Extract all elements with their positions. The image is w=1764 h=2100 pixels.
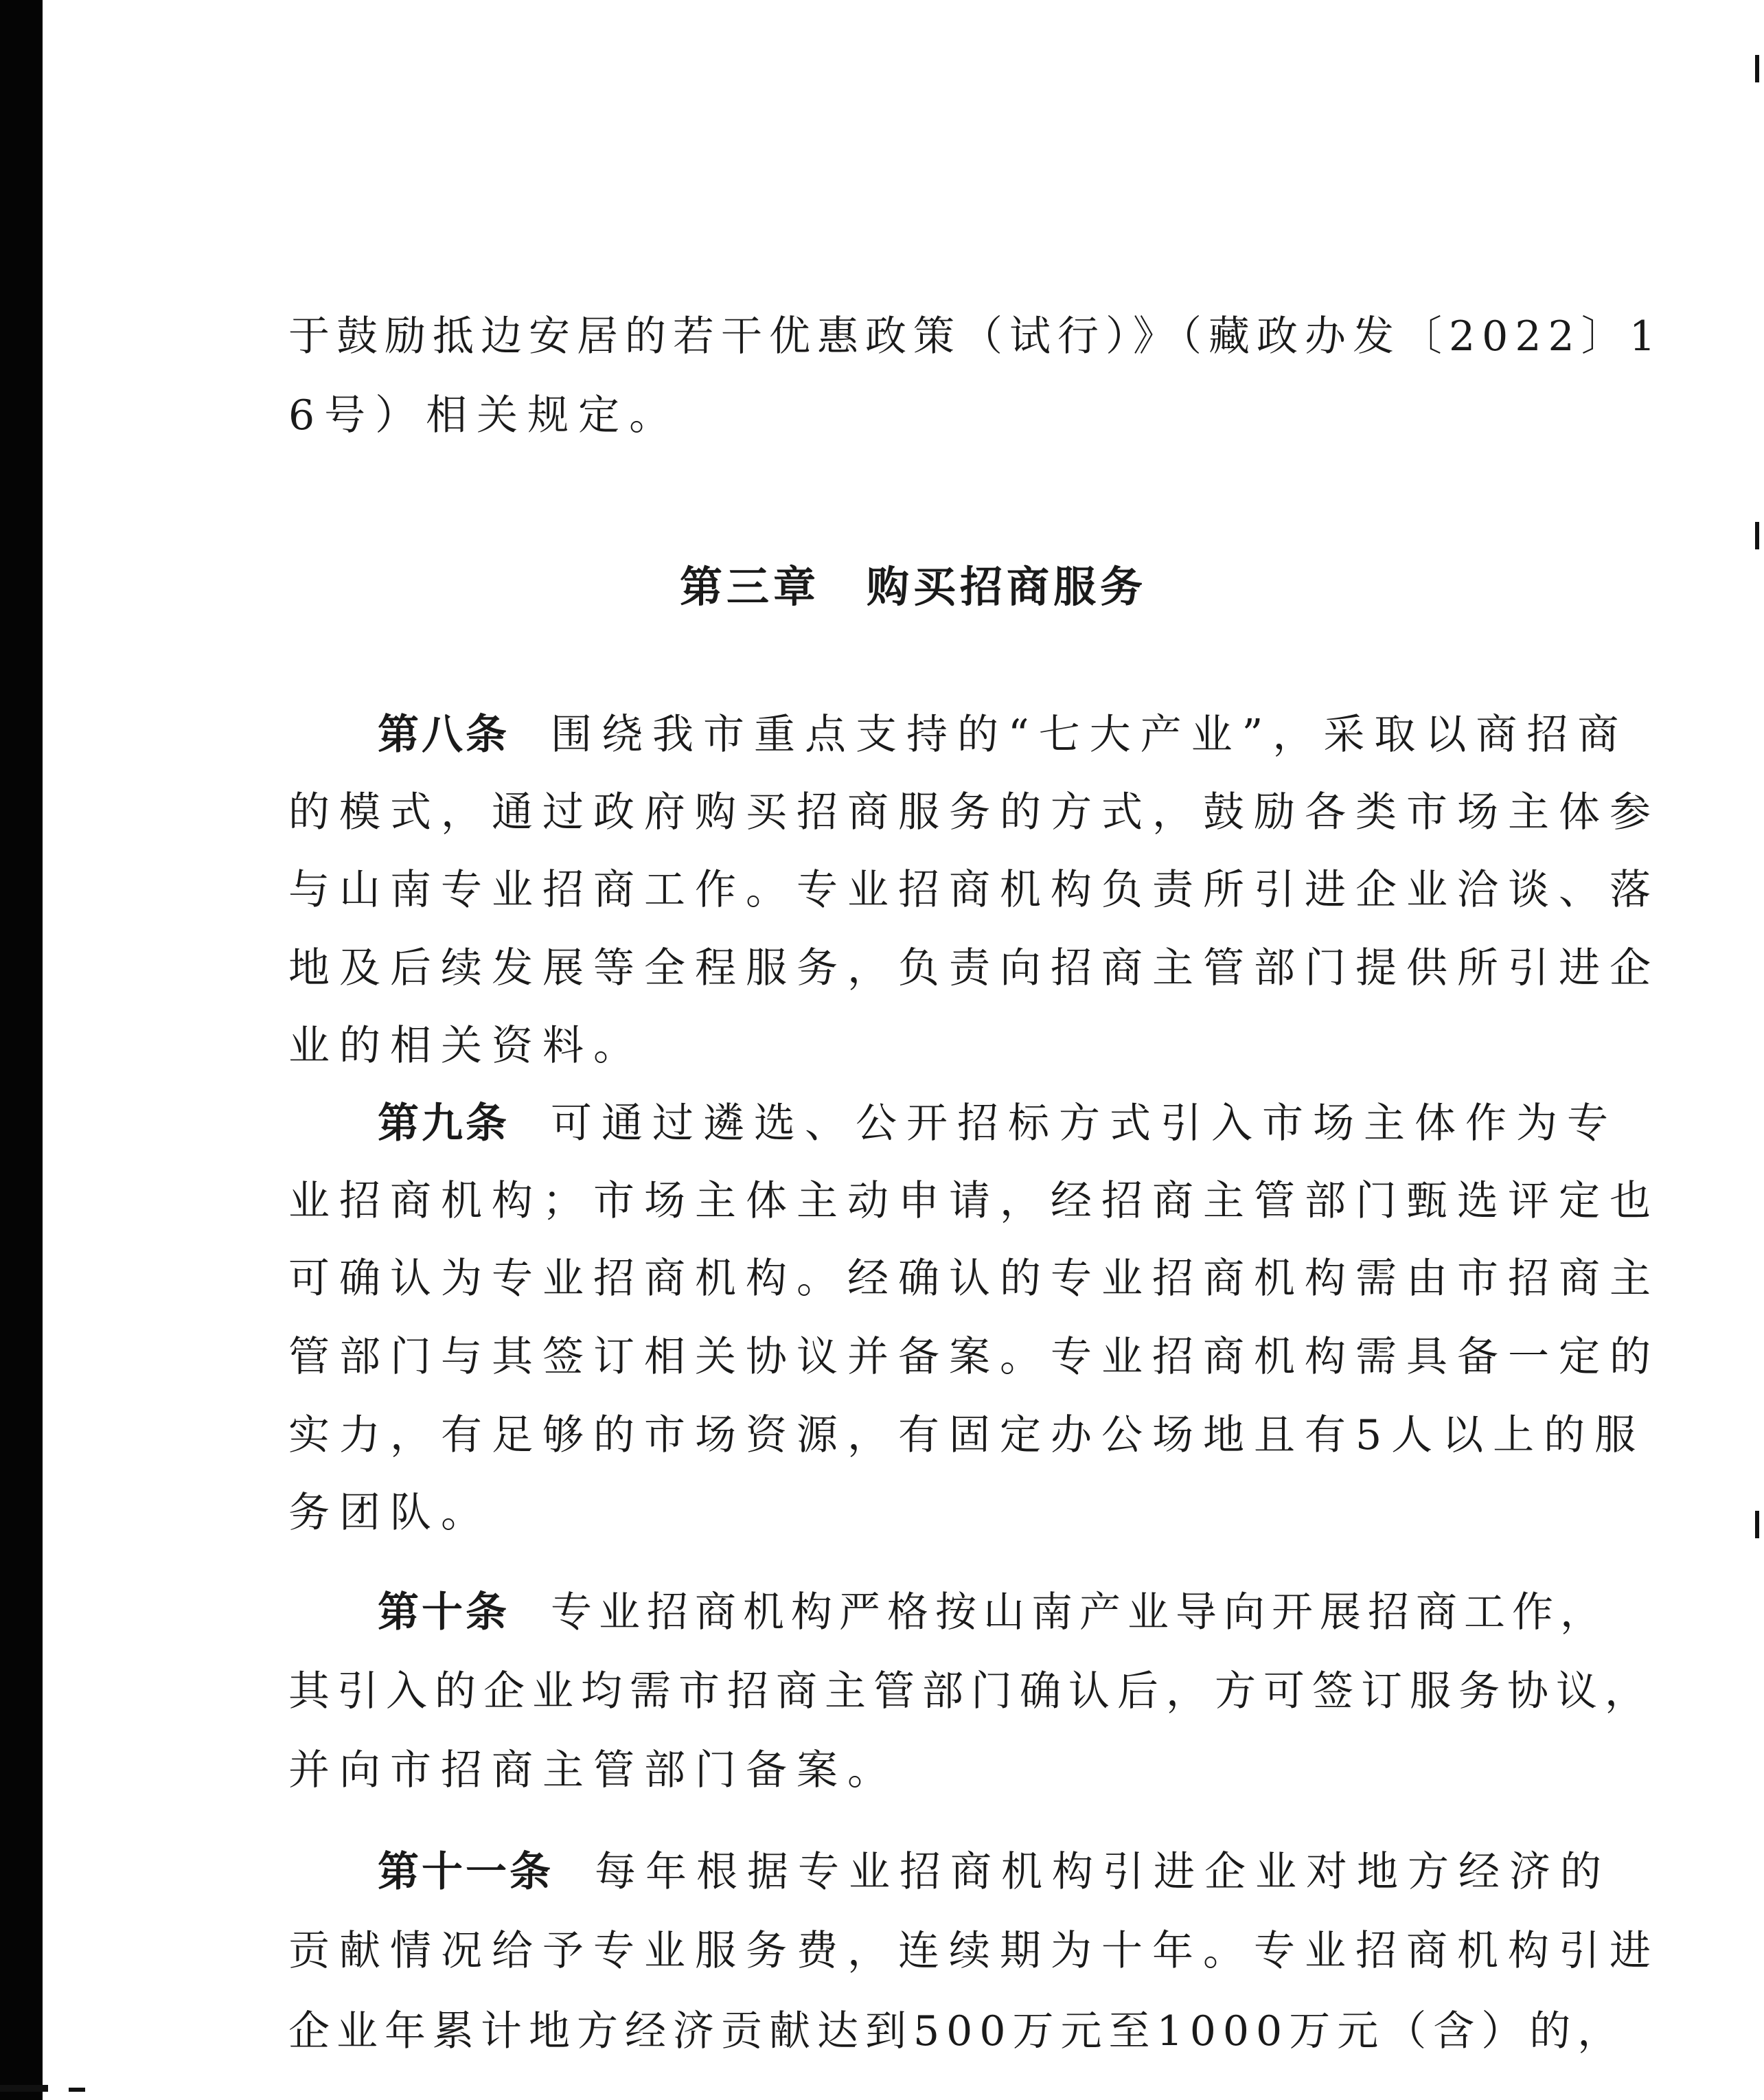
article-10-label: 第十条 [378,1588,509,1636]
article-11-line: 企业年累计地方经济贡献达到500万元至1000万元（含）的， [288,2007,1626,2055]
article-10-line: 其引入的企业均需市招商主管部门确认后，方可签订服务协议， [288,1667,1653,1715]
article-8-label: 第八条 [378,711,509,759]
article-8-line: 与山南专业招商工作。专业招商机构负责所引进企业洽谈、落 [288,866,1660,914]
article-11-text: 每年根据专业招商机构引进企业对地方经济的 [595,1848,1611,1896]
article-9-line: 务团队。 [288,1489,492,1537]
article-11-line: 贡献情况给予专业服务费，连续期为十年。专业招商机构引进 [288,1927,1660,1975]
article-8-line: 地及后续发展等全程服务，负责向招商主管部门提供所引进企 [288,944,1660,992]
scan-mark-right-top [1755,55,1759,82]
intro-line-1: 于鼓励抵边安居的若干优惠政策（试行）》（藏政办发〔2022〕1 [288,312,1662,361]
scan-edge-left [0,0,43,2100]
article-10-line: 并向市招商主管部门备案。 [288,1746,898,1794]
article-8-line: 业的相关资料。 [288,1022,644,1070]
article-8-text: 围绕我市重点支持的“七大产业”，采取以商招商 [551,711,1629,759]
article-8-line: 的模式，通过政府购买招商服务的方式，鼓励各类市场主体参 [288,788,1660,836]
scan-mark-right-low [1755,1511,1759,1538]
article-9-text: 可通过遴选、公开招标方式引入市场主体作为专 [551,1099,1618,1148]
article-9-first-line [288,1099,1618,1148]
article-9-line: 实力，有足够的市场资源，有固定办公场地且有5人以上的服 [288,1411,1646,1459]
article-9-line: 可确认为专业招商机构。经确认的专业招商机构需由市招商主 [288,1255,1660,1303]
article-11-label: 第十一条 [378,1848,553,1896]
scan-mark-bottom-dash [69,2088,85,2092]
article-9-line: 业招商机构；市场主体主动申请，经招商主管部门甄选评定也 [288,1177,1660,1225]
article-10-text: 专业招商机构严格按山南产业导向开展招商工作， [551,1588,1608,1636]
article-8-first-line [288,711,1629,759]
chapter-title: 第三章 购买招商服务 [679,562,1147,612]
article-9-label: 第九条 [378,1099,509,1148]
scan-mark-right-mid [1755,522,1759,549]
scan-mark-bottom-left [0,2085,48,2092]
article-11-first-line [288,1848,1611,1896]
article-10-first-line [288,1588,1608,1636]
intro-line-2: 6号）相关规定。 [288,391,680,440]
article-9-line: 管部门与其签订相关协议并备案。专业招商机构需具备一定的 [288,1333,1660,1381]
